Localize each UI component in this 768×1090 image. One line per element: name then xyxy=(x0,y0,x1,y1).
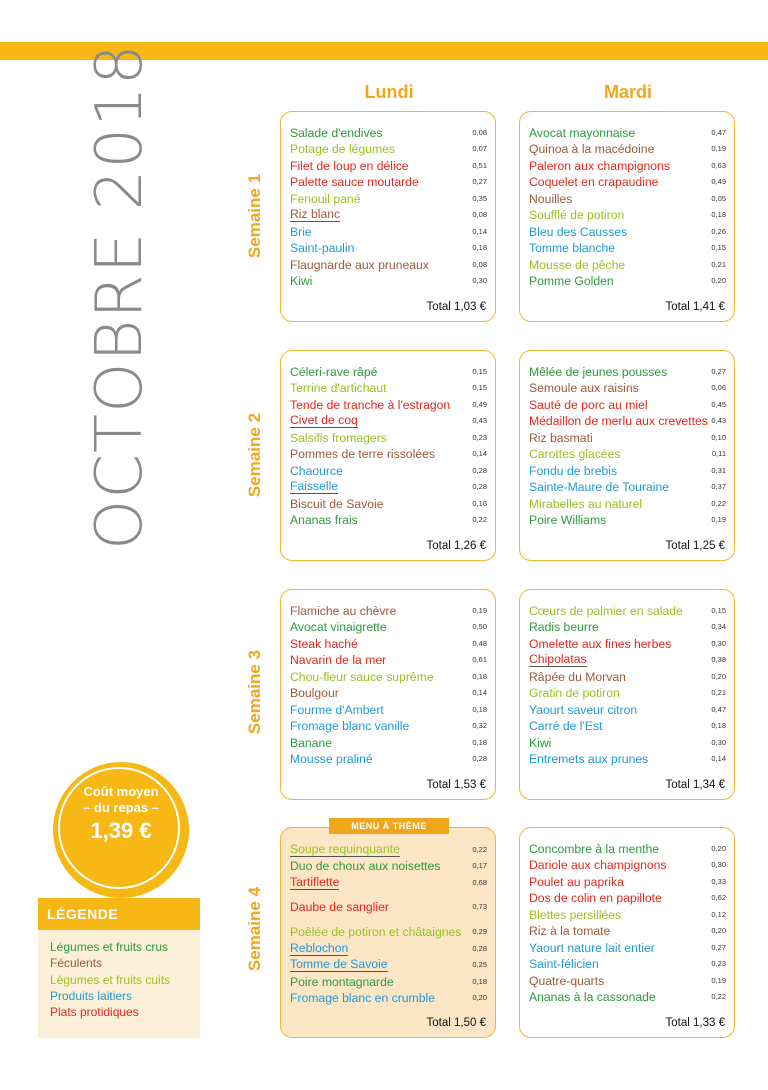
menu-item xyxy=(529,364,726,380)
menu-item-price: 0,25 xyxy=(472,960,487,970)
menu-item xyxy=(529,702,726,718)
menu-card-w2-lundi xyxy=(280,350,496,561)
menu-item-name: Nouilles xyxy=(529,191,573,206)
menu-item-name: Concombre à la menthe xyxy=(529,842,660,856)
menu-item-price: 0,05 xyxy=(711,193,726,203)
menu-item-price: 0,15 xyxy=(711,243,726,253)
menu-item-price: 0,19 xyxy=(711,975,726,985)
menu-item xyxy=(290,191,487,207)
menu-item xyxy=(290,380,487,396)
menu-item-price: 0,47 xyxy=(711,704,726,714)
menu-item xyxy=(290,496,487,512)
menu-item-price: 0,14 xyxy=(472,449,487,459)
menu-item-name: Radis beurre xyxy=(529,620,599,635)
menu-item-price: 0,08 xyxy=(472,259,487,269)
menu-item xyxy=(529,603,726,619)
menu-item-name: Navarin de la mer xyxy=(290,653,387,668)
menu-item-name: Poêlée de potiron et châtaignes xyxy=(290,925,462,940)
menu-item-price: 0,50 xyxy=(472,622,487,632)
menu-item xyxy=(290,858,487,874)
menu-item xyxy=(529,956,726,972)
menu-item xyxy=(290,652,487,668)
legend-item: Plats protidiques xyxy=(50,1005,139,1020)
legend-title: LÉGENDE xyxy=(38,898,200,930)
menu-item-name: Biscuit de Savoie xyxy=(290,496,384,511)
menu-item-name: Entremets aux prunes xyxy=(529,751,649,766)
menu-item xyxy=(529,191,726,207)
menu-item xyxy=(529,174,726,190)
menu-item xyxy=(529,413,726,429)
menu-total: Total 1,25 € xyxy=(665,540,725,552)
menu-item-name: Reblochon xyxy=(290,940,349,955)
menu-item-name: Soupe requinquante xyxy=(290,842,400,856)
menu-item-price: 0,28 xyxy=(472,753,487,763)
menu-item xyxy=(529,874,726,890)
menu-item-price: 0,63 xyxy=(711,160,726,170)
menu-item-name: Fromage blanc vanille xyxy=(290,719,410,734)
menu-item-name: Fenouil pané xyxy=(290,191,361,206)
menu-item-price: 0,20 xyxy=(711,275,726,285)
menu-item-name: Cœurs de palmier en salade xyxy=(529,604,683,618)
menu-item-name: Filet de loup en délice xyxy=(290,158,409,173)
menu-item xyxy=(290,974,487,990)
menu-item-name: Avocat vinaigrette xyxy=(290,620,387,635)
menu-item-list xyxy=(529,125,726,289)
menu-item xyxy=(290,158,487,174)
menu-item-price: 0,43 xyxy=(711,416,726,426)
menu-item xyxy=(529,841,726,857)
menu-item xyxy=(529,240,726,256)
average-cost-badge xyxy=(53,762,189,898)
menu-card-w1-lundi xyxy=(280,111,496,322)
menu-item xyxy=(290,603,487,619)
menu-item-price: 0,19 xyxy=(711,514,726,524)
menu-item-name: Mêlée de jeunes pousses xyxy=(529,365,668,379)
menu-item xyxy=(529,857,726,873)
menu-total: Total 1,34 € xyxy=(665,779,725,791)
legend-item: Féculents xyxy=(50,956,103,971)
menu-item-name: Riz basmati xyxy=(529,430,593,445)
menu-item-price: 0,11 xyxy=(711,449,726,459)
menu-card-w3-lundi xyxy=(280,589,496,800)
menu-item xyxy=(290,364,487,380)
legend-item: Légumes et fruits crus xyxy=(50,940,169,954)
menu-item-name: Chipolatas xyxy=(529,652,587,667)
menu-item xyxy=(290,751,487,767)
menu-item xyxy=(290,735,487,751)
menu-item-name: Brie xyxy=(290,224,312,239)
menu-item-price: 0,14 xyxy=(472,688,487,698)
menu-item-list xyxy=(529,841,726,1005)
legend-list xyxy=(50,939,170,1020)
menu-item xyxy=(529,257,726,273)
menu-item xyxy=(290,125,487,141)
menu-item-price: 0,28 xyxy=(472,482,487,492)
menu-item-price: 0,45 xyxy=(711,399,726,409)
menu-item-name: Mousse de pêche xyxy=(529,257,626,272)
menu-item-price: 0,14 xyxy=(711,753,726,763)
menu-item-price: 0,47 xyxy=(711,128,726,137)
menu-item-name: Paleron aux champignons xyxy=(529,158,670,173)
menu-item-price: 0,19 xyxy=(711,144,726,154)
menu-item-price: 0,10 xyxy=(711,432,726,442)
menu-item xyxy=(290,875,487,891)
menu-item xyxy=(290,941,487,957)
menu-item-name: Yaourt nature lait entier xyxy=(529,940,655,955)
menu-item xyxy=(290,174,487,190)
menu-item-name: Carottes glacées xyxy=(529,447,621,462)
menu-item xyxy=(290,257,487,273)
menu-item xyxy=(290,413,487,429)
menu-item xyxy=(529,973,726,989)
legend-item: Légumes et fruits cuits xyxy=(50,972,171,987)
menu-item-price: 0,12 xyxy=(711,909,726,919)
menu-item xyxy=(290,685,487,701)
menu-item xyxy=(529,463,726,479)
menu-total: Total 1,53 € xyxy=(426,779,486,791)
menu-item xyxy=(529,158,726,174)
menu-item-price: 0,22 xyxy=(472,845,487,854)
menu-item-name: Râpée du Morvan xyxy=(529,669,626,684)
menu-item-price: 0,19 xyxy=(472,606,487,615)
menu-card-w4-mardi xyxy=(519,827,735,1038)
menu-item xyxy=(290,669,487,685)
menu-item-name: Tomme blanche xyxy=(529,241,616,256)
menu-item-name: Blettes persillées xyxy=(529,907,622,922)
menu-item-name: Fourme d'Ambert xyxy=(290,702,384,717)
menu-item xyxy=(290,397,487,413)
menu-item xyxy=(290,430,487,446)
menu-item-price: 0,21 xyxy=(711,688,726,698)
menu-item-price: 0,15 xyxy=(472,383,487,393)
menu-item xyxy=(290,619,487,635)
menu-item xyxy=(529,512,726,528)
menu-item-name: Fromage blanc en crumble xyxy=(290,991,435,1006)
menu-item-name: Poire Williams xyxy=(529,512,607,527)
menu-item-price: 0,61 xyxy=(472,655,487,665)
menu-item-name: Quatre-quarts xyxy=(529,973,605,988)
menu-item-price: 0,22 xyxy=(711,498,726,508)
menu-item-name: Omelette aux fines herbes xyxy=(529,636,672,651)
menu-item-price: 0,06 xyxy=(711,383,726,393)
menu-item-name: Palette sauce moutarde xyxy=(290,175,419,190)
legend xyxy=(38,898,200,1038)
menu-item-name: Soufflé de potiron xyxy=(529,208,625,223)
menu-item-price: 0,28 xyxy=(472,465,487,475)
menu-item-name: Ananas à la cassonade xyxy=(529,989,656,1004)
menu-item-price: 0,18 xyxy=(472,976,487,986)
menu-total: Total 1,26 € xyxy=(426,540,486,552)
menu-item-price: 0,27 xyxy=(472,177,487,187)
menu-item-price: 0,18 xyxy=(472,737,487,747)
menu-item-list xyxy=(529,603,726,767)
menu-item-name: Céleri-rave râpé xyxy=(290,365,378,379)
menu-item-name: Coquelet en crapaudine xyxy=(529,175,659,190)
menu-item-name: Tende de tranche à l'estragon xyxy=(290,397,451,412)
menu-item-price: 0,08 xyxy=(472,128,487,137)
menu-card-w2-mardi xyxy=(519,350,735,561)
menu-item-name: Saint-paulin xyxy=(290,241,355,256)
menu-item-price: 0,15 xyxy=(711,606,726,615)
menu-item xyxy=(529,380,726,396)
menu-item-price: 0,32 xyxy=(472,721,487,731)
menu-item-price: 0,49 xyxy=(472,399,487,409)
menu-item xyxy=(290,636,487,652)
menu-item xyxy=(529,446,726,462)
menu-item-name: Salade d'endives xyxy=(290,126,383,140)
menu-item-price: 0,21 xyxy=(711,259,726,269)
menu-item-price: 0,18 xyxy=(711,210,726,220)
menu-item-name: Chaource xyxy=(290,463,343,478)
menu-item-price: 0,07 xyxy=(472,144,487,154)
menu-card-w4-lundi xyxy=(280,821,496,1038)
menu-item-name: Pomme Golden xyxy=(529,273,614,288)
menu-item-price: 0,73 xyxy=(472,902,487,912)
menu-item-price: 0,23 xyxy=(711,959,726,969)
day-header-lundi: Lundi xyxy=(364,82,414,102)
menu-item xyxy=(529,207,726,223)
menu-total: Total 1,03 € xyxy=(426,301,486,313)
menu-item-name: Chou-fleur sauce suprême xyxy=(290,669,434,684)
menu-item-name: Kiwi xyxy=(529,735,552,750)
menu-item xyxy=(529,923,726,939)
menu-item-price: 0,20 xyxy=(472,993,487,1003)
menu-item-price: 0,28 xyxy=(472,943,487,953)
menu-item-name: Kiwi xyxy=(290,273,313,288)
menu-item-name: Faisselle xyxy=(290,479,339,494)
menu-item xyxy=(290,990,487,1006)
menu-card-w3-mardi xyxy=(519,589,735,800)
menu-item-name: Mirabelles au naturel xyxy=(529,496,643,511)
menu-item-price: 0,48 xyxy=(472,638,487,648)
menu-item xyxy=(529,397,726,413)
menu-item xyxy=(529,479,726,495)
menu-item-price: 0,16 xyxy=(472,498,487,508)
menu-item-price: 0,30 xyxy=(711,638,726,648)
menu-item-price: 0,15 xyxy=(472,367,487,376)
menu-item-name: Banane xyxy=(290,735,333,750)
menu-item xyxy=(529,273,726,289)
menu-item-name: Boulgour xyxy=(290,686,339,701)
menu-item-name: Riz blanc xyxy=(290,207,341,222)
cost-value: 1,39 € xyxy=(90,818,152,843)
menu-item-price: 0,20 xyxy=(711,671,726,681)
menu-item-price: 0,20 xyxy=(711,844,726,853)
menu-item-name: Ananas frais xyxy=(290,512,358,527)
menu-item-list xyxy=(290,364,487,528)
menu-item xyxy=(529,652,726,668)
menu-item-name: Yaourt saveur citron xyxy=(529,702,638,717)
menu-item-price: 0,22 xyxy=(711,991,726,1001)
menu-item xyxy=(529,907,726,923)
menu-item-price: 0,17 xyxy=(472,861,487,871)
menu-item xyxy=(529,685,726,701)
menu-item xyxy=(290,273,487,289)
cost-sublabel: – du repas – xyxy=(83,800,159,815)
menu-item-price: 0,29 xyxy=(472,927,487,937)
menu-item-name: Poulet au paprika xyxy=(529,874,624,889)
menu-item-price: 0,08 xyxy=(472,210,487,220)
menu-item-name: Duo de choux aux noisettes xyxy=(290,859,441,874)
menu-item xyxy=(529,718,726,734)
menu-item-price: 0,22 xyxy=(472,514,487,524)
menu-item xyxy=(290,512,487,528)
menu-item xyxy=(290,718,487,734)
menu-item-name: Steak haché xyxy=(290,636,358,651)
menu-item-price: 0,33 xyxy=(711,876,726,886)
menu-item-price: 0,35 xyxy=(472,193,487,203)
menu-item-price: 0,51 xyxy=(472,160,487,170)
menu-item-price: 0,37 xyxy=(711,482,726,492)
menu-item xyxy=(290,957,487,973)
menu-item-name: Saint-félicien xyxy=(529,957,599,972)
menu-item xyxy=(529,989,726,1005)
day-header-mardi: Mardi xyxy=(603,82,652,102)
menu-item-price: 0,68 xyxy=(472,877,487,887)
menu-item-price: 0,18 xyxy=(472,704,487,714)
menu-item-name: Carré de l'Est xyxy=(529,719,603,734)
menu-total: Total 1,50 € xyxy=(426,1017,486,1029)
menu-item-name: Mousse praliné xyxy=(290,751,373,766)
menu-item-price: 0,34 xyxy=(711,622,726,632)
menu-item-name: Tartiflette xyxy=(290,874,340,889)
menu-item-name: Terrine d'artichaut xyxy=(290,381,387,396)
menu-item-name: Gratin de potiron xyxy=(529,686,620,701)
menu-item xyxy=(529,430,726,446)
legend-item: Produits laitiers xyxy=(50,988,133,1003)
menu-item-price: 0,31 xyxy=(711,465,726,475)
menu-item xyxy=(290,479,487,495)
menu-item-list xyxy=(290,842,487,1007)
menu-item xyxy=(290,240,487,256)
menu-item xyxy=(529,735,726,751)
menu-item xyxy=(290,842,487,858)
menu-item xyxy=(290,924,487,940)
menu-item-name: Fondu de brebis xyxy=(529,463,618,478)
menu-item-price: 0,27 xyxy=(711,942,726,952)
menu-item xyxy=(529,619,726,635)
menu-item-name: Bleu des Causses xyxy=(529,224,628,239)
menu-item xyxy=(529,669,726,685)
menu-item-price: 0,30 xyxy=(711,860,726,870)
menu-item-price: 0,26 xyxy=(711,226,726,236)
menu-item xyxy=(529,890,726,906)
menu-item xyxy=(529,125,726,141)
menu-item-price: 0,18 xyxy=(711,721,726,731)
menu-item-name: Sainte-Maure de Touraine xyxy=(529,480,670,495)
menu-item xyxy=(290,224,487,240)
menu-item-list xyxy=(529,364,726,528)
menu-item-price: 0,38 xyxy=(711,655,726,665)
menu-item-price: 0,62 xyxy=(711,893,726,903)
menu-item-price: 0,18 xyxy=(472,243,487,253)
menu-item-price: 0,27 xyxy=(711,367,726,376)
menu-item-price: 0,30 xyxy=(472,275,487,285)
menu-item xyxy=(290,446,487,462)
menu-item-name: Sauté de porc au miel xyxy=(529,397,648,412)
menu-item-price: 0,43 xyxy=(472,416,487,426)
menu-item xyxy=(529,751,726,767)
menu-item-name: Civet de coq xyxy=(290,413,358,428)
menu-item-list xyxy=(290,603,487,767)
menu-item-name: Dariole aux champignons xyxy=(529,858,667,873)
menu-item xyxy=(290,463,487,479)
menu-item-name: Flaugnarde aux pruneaux xyxy=(290,257,429,272)
menu-item xyxy=(290,141,487,157)
menu-item-list xyxy=(290,125,487,289)
menu-item-price: 0,18 xyxy=(472,671,487,681)
menu-item-name: Flamiche au chèvre xyxy=(290,604,397,618)
menu-item-price: 0,23 xyxy=(472,432,487,442)
menu-item xyxy=(529,224,726,240)
menu-item-name: Riz à la tomate xyxy=(529,924,611,939)
menu-item-name: Tomme de Savoie xyxy=(290,957,388,972)
menu-item-name: Daube de sanglier xyxy=(290,900,389,915)
menu-item-price: 0,49 xyxy=(711,177,726,187)
menu-item xyxy=(290,702,487,718)
menu-item xyxy=(290,891,487,924)
menu-item-name: Quinoa à la macédoine xyxy=(529,142,655,157)
menu-total: Total 1,41 € xyxy=(665,301,725,313)
menu-total: Total 1,33 € xyxy=(665,1017,725,1029)
menu-item xyxy=(529,940,726,956)
menu-item-price: 0,30 xyxy=(711,737,726,747)
menu-item-name: Semoule aux raisins xyxy=(529,381,639,396)
menu-item-name: Poire montagnarde xyxy=(290,974,394,989)
cost-label: Coût moyen xyxy=(83,784,159,799)
menu-item-name: Médaillon de merlu aux crevettes xyxy=(529,414,708,429)
menu-item-name: Pommes de terre rissolées xyxy=(290,447,435,462)
menu-card-w1-mardi xyxy=(519,111,735,322)
menu-item-price: 0,20 xyxy=(711,926,726,936)
menu-item-name: Potage de légumes xyxy=(290,142,396,157)
menu-item-price: 0,14 xyxy=(472,226,487,236)
menu-item-name: Dos de colin en papillote xyxy=(529,891,662,906)
menu-item xyxy=(529,141,726,157)
menu-item-name: Avocat mayonnaise xyxy=(529,126,636,140)
menu-item-name: Salsifis fromagers xyxy=(290,430,387,445)
menu-item xyxy=(529,636,726,652)
menu-item xyxy=(529,496,726,512)
menu-item xyxy=(290,207,487,223)
theme-menu-tag: MENU À THÈME xyxy=(329,818,449,834)
